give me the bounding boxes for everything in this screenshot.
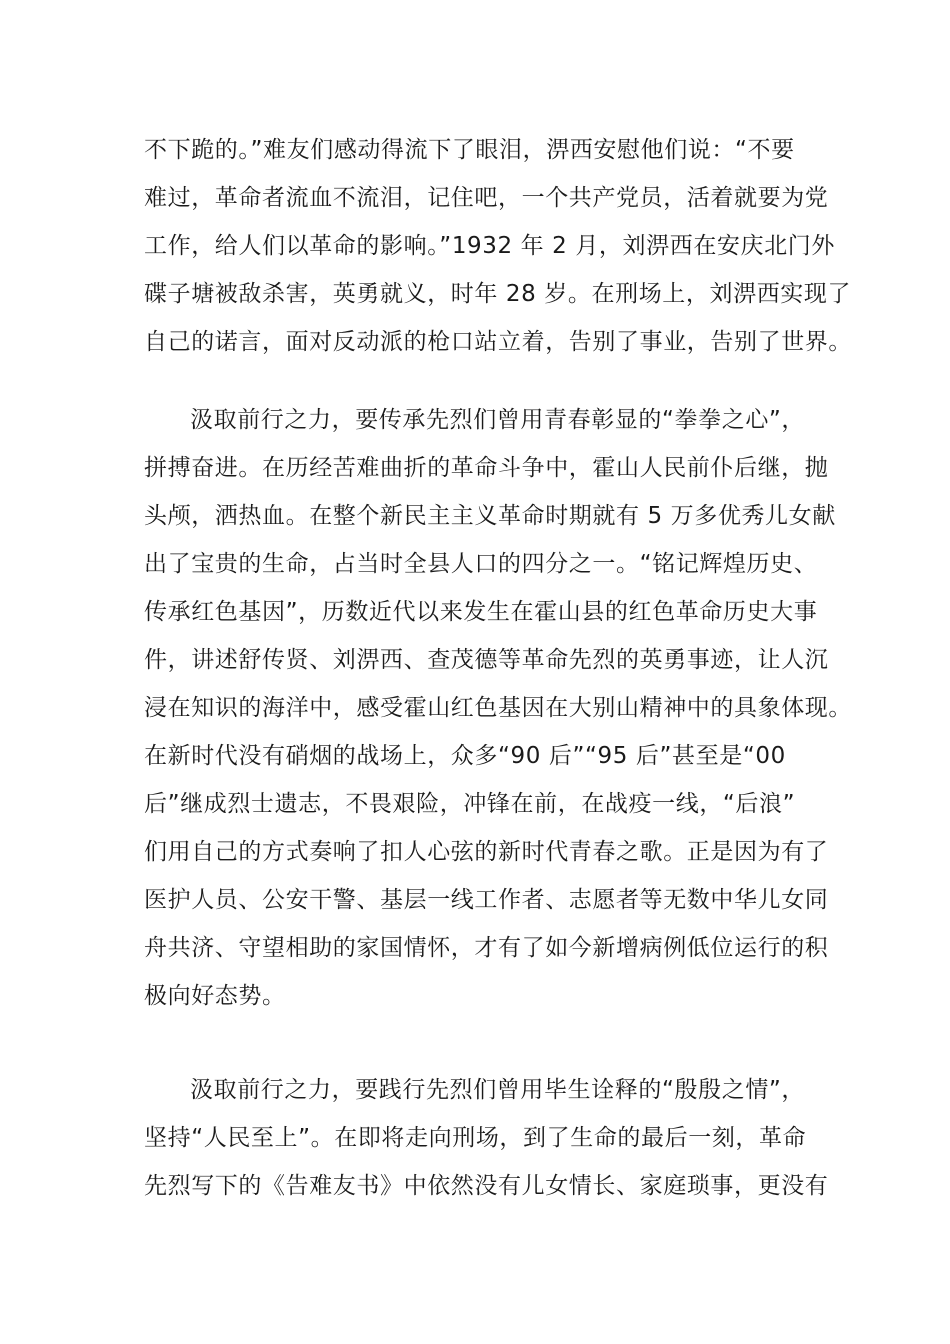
paragraph-2-line-9: 后”继成烈士遗志，不畏艰险，冲锋在前，在战疫一线，“后浪” [144,791,796,817]
paragraph-2-line-3: 头颅，洒热血。在整个新民主主义革命时期就有 5 万多优秀儿女献 [144,503,836,529]
paragraph-2-line-6: 件，讲述舒传贤、刘淠西、查茂德等革命先烈的英勇事迹，让人沉 [144,647,829,673]
paragraph-2-line-7: 浸在知识的海洋中，感受霍山红色基因在大别山精神中的具象体现。 [144,695,852,721]
paragraph-2-line-2: 拼搏奋进。在历经苦难曲折的革命斗争中，霍山人民前仆后继，抛 [144,455,829,481]
paragraph-2-line-1: 汲取前行之力，要传承先烈们曾用青春彰显的“拳拳之心”， [190,407,806,433]
paragraph-3-line-3: 先烈写下的《告难友书》中依然没有儿女情长、家庭琐事，更没有 [144,1173,829,1199]
paragraph-2-line-12: 舟共济、守望相助的家国情怀，才有了如今新增病例低位运行的积 [144,935,829,961]
paragraph-2-line-8: 在新时代没有硝烟的战场上，众多“90 后”“95 后”甚至是“00 [144,743,786,769]
paragraph-3 [144,1066,829,1210]
paragraph-1-line-5: 自己的诺言，面对反动派的枪口站立着，告别了事业，告别了世界。 [144,329,852,355]
paragraph-2-line-4: 出了宝贵的生命，占当时全县人口的四分之一。“铭记辉煌历史、 [144,551,818,577]
paragraph-1-line-1: 不下跪的。”难友们感动得流下了眼泪，淠西安慰他们说：“不要 [144,137,795,163]
paragraph-1 [144,126,852,366]
paragraph-1-line-2: 难过，革命者流血不流泪，记住吧，一个共产党员，活着就要为党 [144,185,829,211]
paragraph-3-line-1: 汲取前行之力，要践行先烈们曾用毕生诠释的“殷殷之情”， [190,1077,806,1103]
paragraph-1-line-4: 碟子塘被敌杀害，英勇就义，时年 28 岁。在刑场上，刘淠西实现了 [144,281,852,307]
paragraph-2-line-5: 传承红色基因”，历数近代以来发生在霍山县的红色革命历史大事 [144,599,818,625]
paragraph-1-line-3: 工作，给人们以革命的影响。”1932 年 2 月，刘淠西在安庆北门外 [144,233,835,259]
paragraph-2-line-11: 医护人员、公安干警、基层一线工作者、志愿者等无数中华儿女同 [144,887,829,913]
paragraph-2-line-13: 极向好态势。 [144,983,286,1009]
paragraph-2-line-10: 们用自己的方式奏响了扣人心弦的新时代青春之歌。正是因为有了 [144,839,829,865]
paragraph-2 [144,396,852,1020]
paragraph-3-line-2: 坚持“人民至上”。在即将走向刑场，到了生命的最后一刻，革命 [144,1125,807,1151]
